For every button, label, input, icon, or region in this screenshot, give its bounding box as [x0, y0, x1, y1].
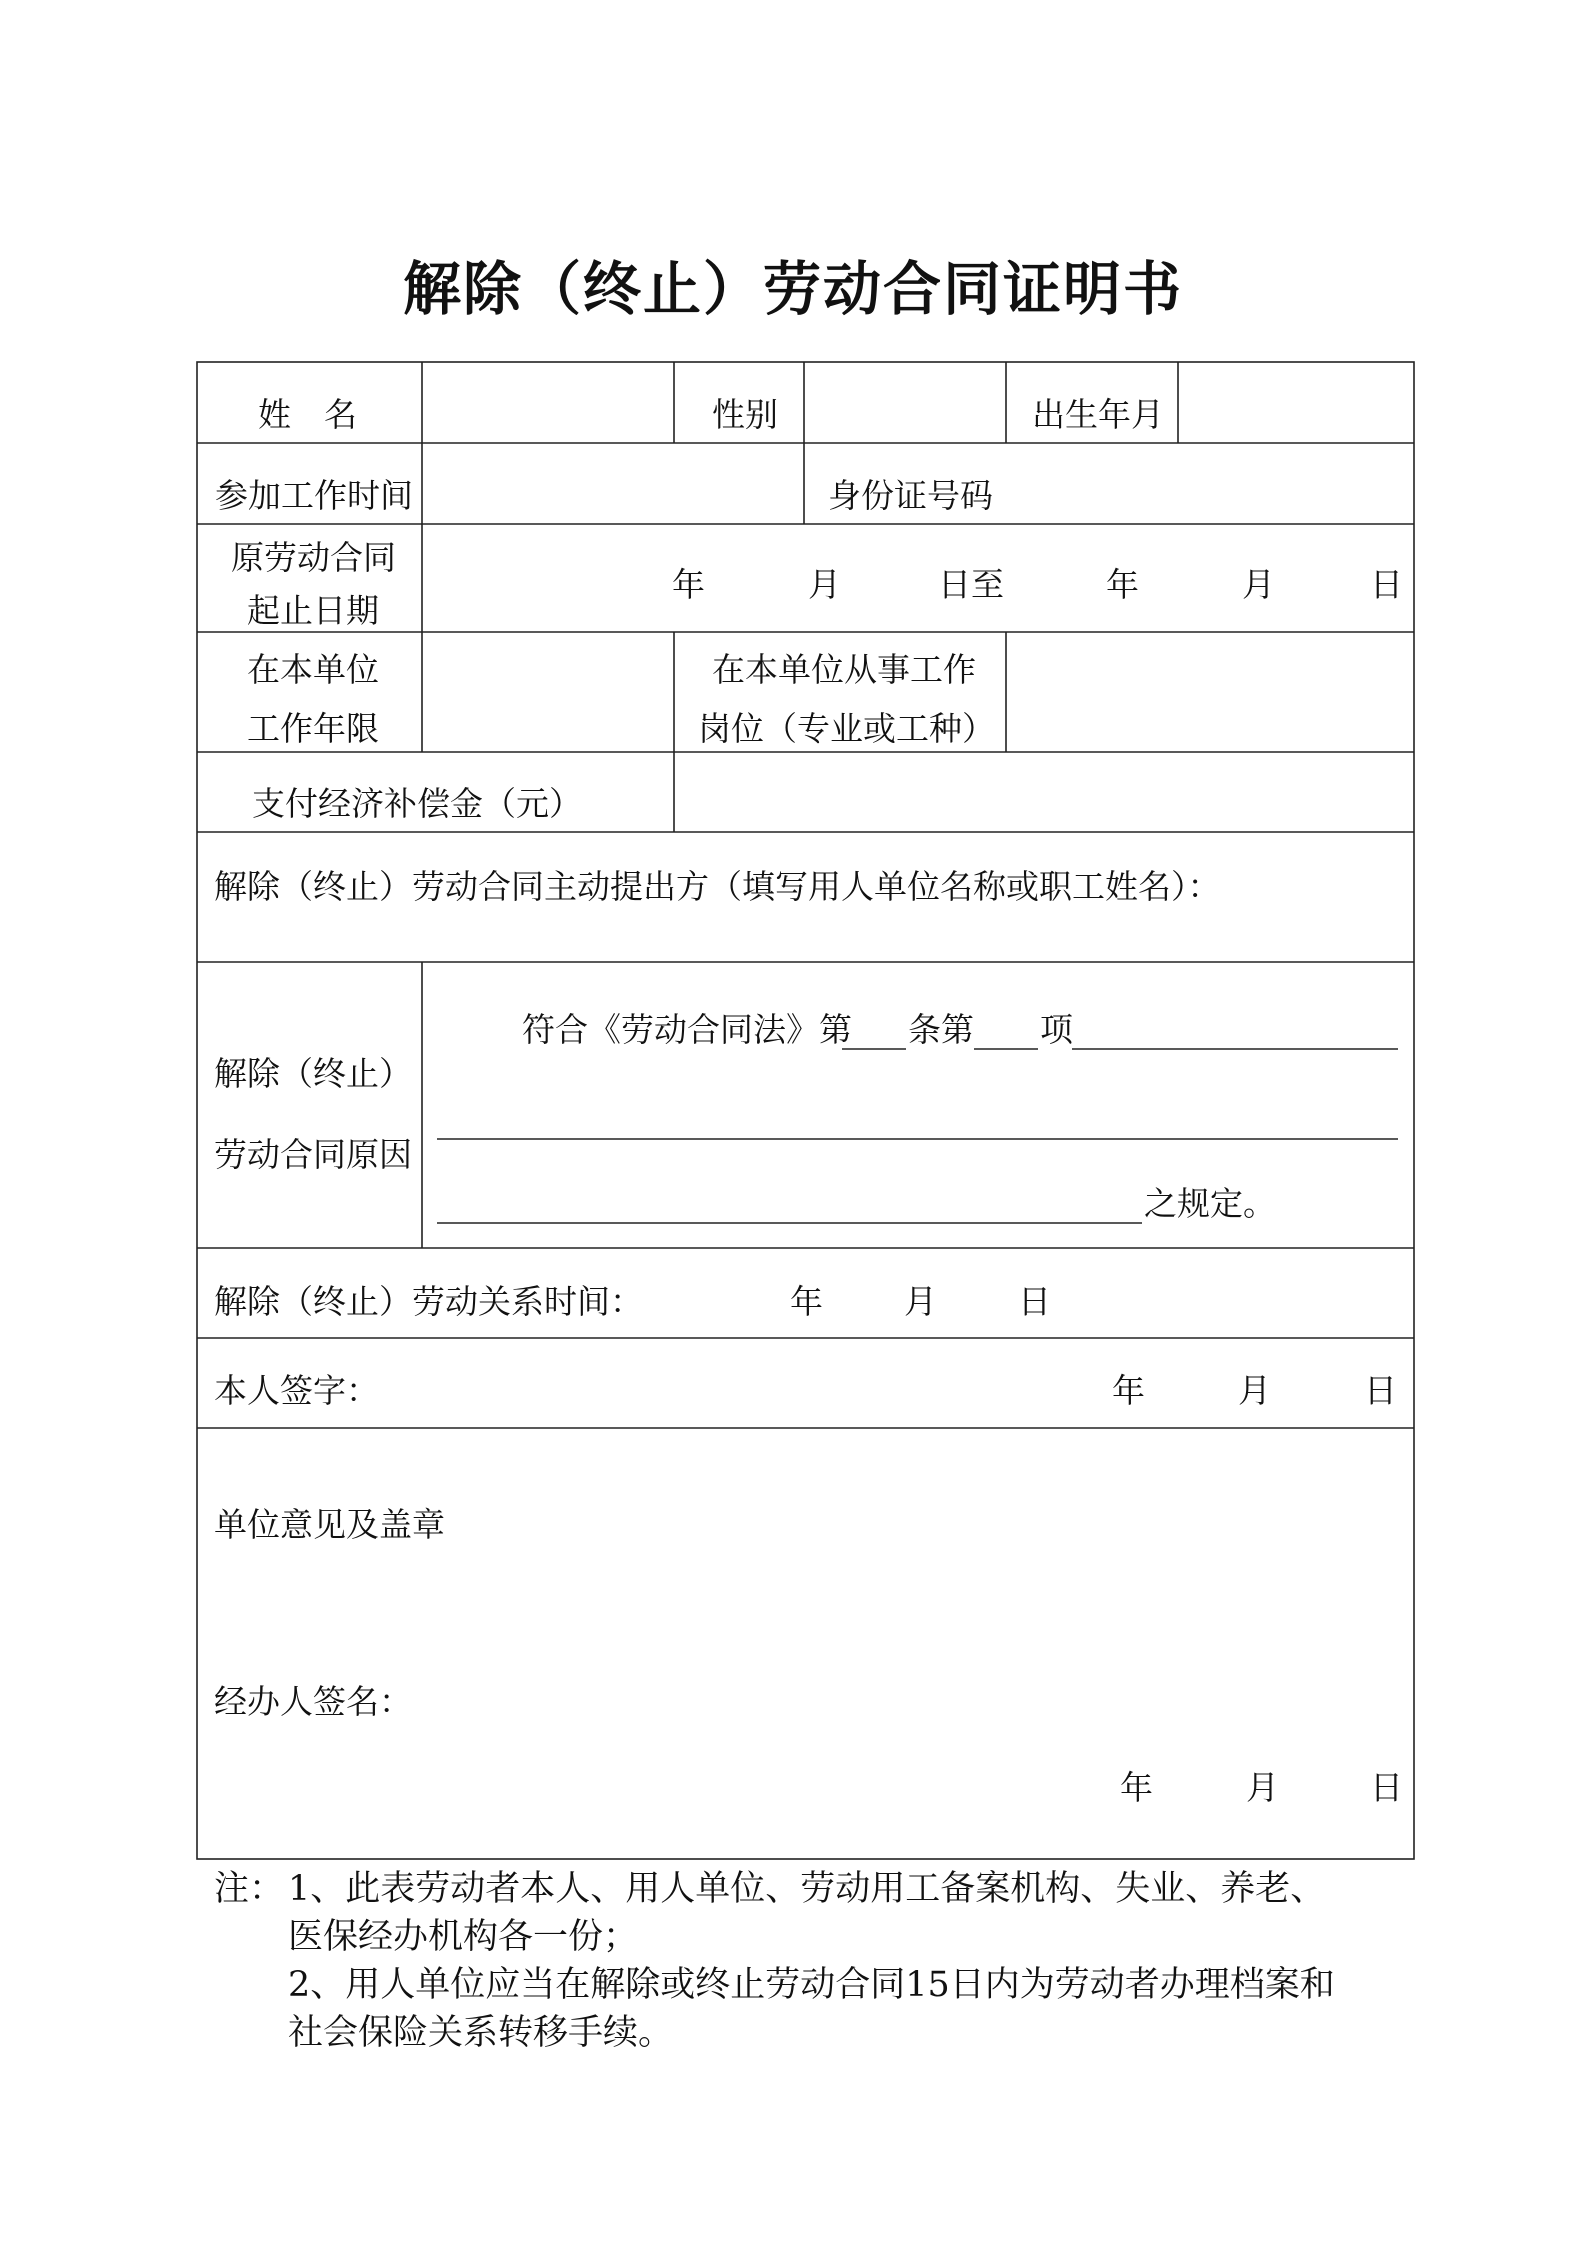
handler-day: 日	[1370, 1768, 1403, 1807]
handler-year: 年	[1120, 1768, 1153, 1807]
note-line-4: 社会保险关系转移手续。	[288, 2013, 674, 2053]
label-position-2: 岗位（专业或工种）	[698, 709, 995, 748]
handler-month: 月	[1246, 1768, 1279, 1807]
signature-month: 月	[1238, 1371, 1271, 1410]
reason-law-text: 符合《劳动合同法》第	[522, 1010, 852, 1049]
date-year-start: 年	[672, 565, 705, 604]
label-unit-opinion: 单位意见及盖章	[214, 1505, 445, 1544]
date-day-end: 日	[1370, 565, 1403, 604]
date-year-end: 年	[1106, 565, 1139, 604]
label-contract-period-2: 起止日期	[247, 591, 379, 630]
signature-day: 日	[1364, 1371, 1397, 1410]
label-tenure: 在本单位	[247, 650, 379, 689]
relation-year: 年	[790, 1282, 823, 1321]
reason-end-text: 之规定。	[1144, 1184, 1276, 1223]
relation-day: 日	[1018, 1282, 1051, 1321]
label-tenure-2: 工作年限	[247, 709, 379, 748]
date-day-to: 日至	[938, 565, 1004, 604]
reason-law-clause: 条第	[908, 1010, 974, 1049]
date-month-start: 月	[808, 565, 841, 604]
label-gender: 性别	[712, 395, 778, 434]
label-work-start: 参加工作时间	[215, 476, 413, 515]
label-signature: 本人签字：	[214, 1371, 379, 1410]
label-handler: 经办人签名：	[214, 1682, 412, 1721]
notes-prefix: 注：	[214, 1869, 285, 1909]
label-name: 姓 名	[258, 395, 357, 434]
document-title: 解除（终止）劳动合同证明书	[402, 255, 1183, 323]
label-birth: 出生年月	[1032, 395, 1164, 434]
reason-law-item: 项	[1040, 1010, 1073, 1049]
label-id-number: 身份证号码	[828, 476, 993, 515]
note-line-2: 医保经办机构各一份；	[288, 1917, 639, 1957]
label-compensation: 支付经济补偿金（元）	[252, 784, 582, 823]
label-initiator: 解除（终止）劳动合同主动提出方（填写用人单位名称或职工姓名）：	[214, 867, 1221, 906]
date-month-end: 月	[1242, 565, 1275, 604]
signature-year: 年	[1112, 1371, 1145, 1410]
label-reason-2: 劳动合同原因	[214, 1135, 412, 1174]
relation-month: 月	[904, 1282, 937, 1321]
label-position: 在本单位从事工作	[712, 650, 976, 689]
label-reason: 解除（终止）	[214, 1054, 412, 1093]
label-contract-period: 原劳动合同	[231, 538, 396, 577]
label-relation-end: 解除（终止）劳动关系时间：	[214, 1282, 643, 1321]
note-line-3: 2、用人单位应当在解除或终止劳动合同15日内为劳动者办理档案和	[288, 1965, 1335, 2005]
note-line-1: 1、此表劳动者本人、用人单位、劳动用工备案机构、失业、养老、	[288, 1869, 1326, 1909]
